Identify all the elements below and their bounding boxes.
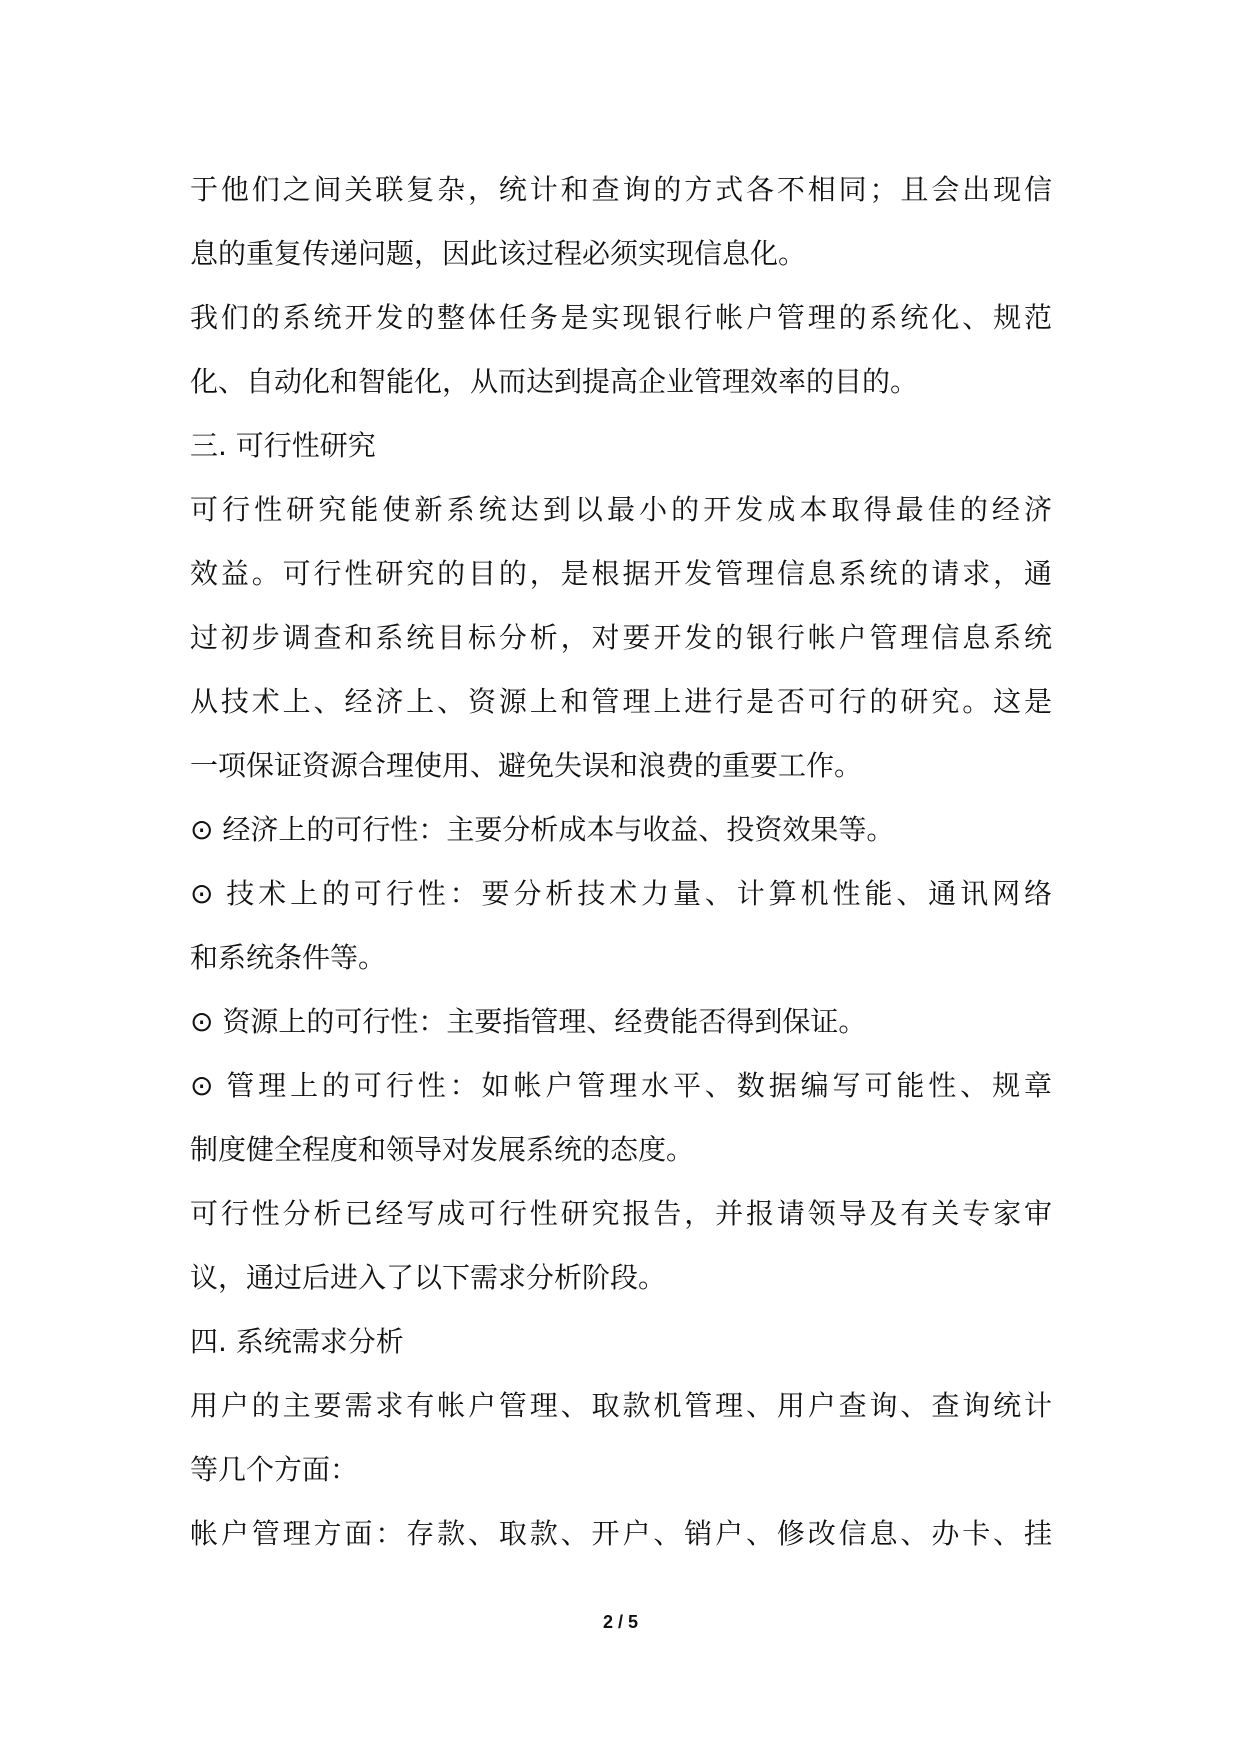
bullet-line: ⊙ 经济上的可行性：主要分析成本与收益、投资效果等。 xyxy=(190,813,895,846)
document-line: 和系统条件等。 xyxy=(190,941,387,974)
document-line: 议，通过后进入了以下需求分析阶段。 xyxy=(190,1261,667,1294)
section-heading: 四. 系统需求分析 xyxy=(190,1325,404,1358)
document-line: 从技术上、经济上、资源上和管理上进行是否可行的研究。这是 xyxy=(190,685,1052,718)
document-line: 于他们之间关联复杂，统计和查询的方式各不相同；且会出现信 xyxy=(190,173,1052,206)
document-line: 我们的系统开发的整体任务是实现银行帐户管理的系统化、规范 xyxy=(190,301,1052,334)
bullet-line: ⊙ 技术上的可行性：要分析技术力量、计算机性能、通讯网络 xyxy=(190,877,1052,910)
bullet-line: ⊙ 管理上的可行性：如帐户管理水平、数据编写可能性、规章 xyxy=(190,1069,1052,1102)
document-line: 用户的主要需求有帐户管理、取款机管理、用户查询、查询统计 xyxy=(190,1389,1052,1422)
page-number: 2 / 5 xyxy=(602,1612,639,1632)
bullet-line: ⊙ 资源上的可行性：主要指管理、经费能否得到保证。 xyxy=(190,1005,867,1038)
document-line: 等几个方面： xyxy=(190,1453,359,1486)
section-heading: 三. 可行性研究 xyxy=(190,429,376,462)
document-line: 过初步调查和系统目标分析，对要开发的银行帐户管理信息系统 xyxy=(190,621,1052,654)
document-line: 化、自动化和智能化，从而达到提高企业管理效率的目的。 xyxy=(190,365,919,398)
document-body xyxy=(190,158,1052,1566)
document-line: 可行性研究能使新系统达到以最小的开发成本取得最佳的经济 xyxy=(190,493,1052,526)
document-line: 一项保证资源合理使用、避免失误和浪费的重要工作。 xyxy=(190,749,863,782)
document-line: 效益。可行性研究的目的，是根据开发管理信息系统的请求，通 xyxy=(190,557,1052,590)
document-line: 息的重复传递问题，因此该过程必须实现信息化。 xyxy=(190,237,807,270)
document-line: 制度健全程度和领导对发展系统的态度。 xyxy=(190,1133,695,1166)
document-line: 帐户管理方面：存款、取款、开户、销户、修改信息、办卡、挂 xyxy=(190,1517,1052,1550)
document-line: 可行性分析已经写成可行性研究报告，并报请领导及有关专家审 xyxy=(190,1197,1052,1230)
